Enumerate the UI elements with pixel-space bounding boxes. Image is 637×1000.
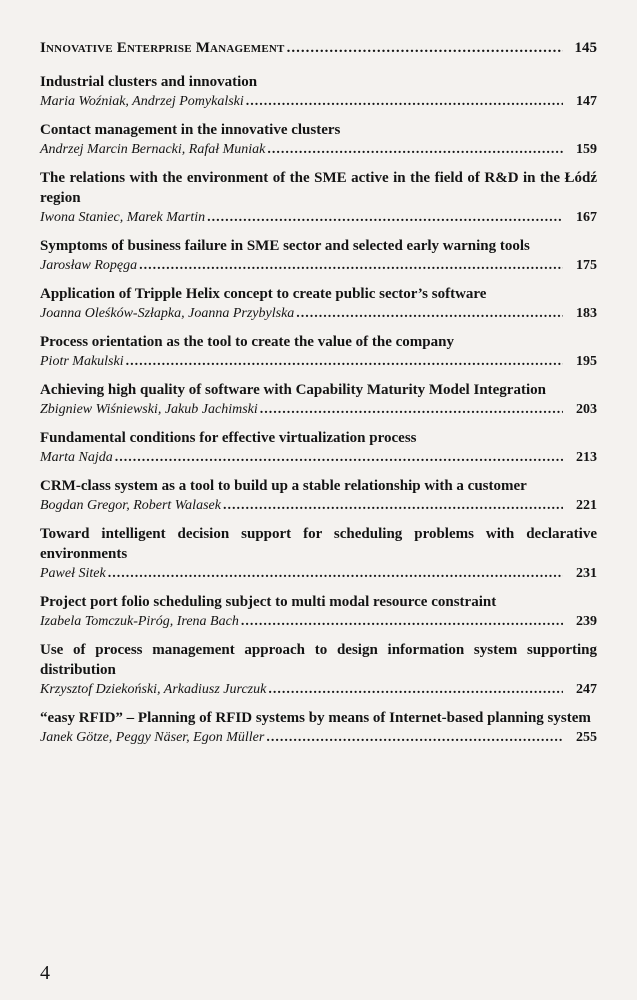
toc-entry [40, 72, 597, 111]
toc-entry [40, 236, 597, 275]
entry-title: Fundamental conditions for effective virtualization process [40, 430, 417, 446]
entry-author-row [40, 728, 597, 747]
entry-authors: Joanna Oleśków-Szłapka, Joanna Przybylska [40, 306, 295, 321]
entry-authors: Piotr Makulski [40, 354, 124, 369]
entry-page-number: 195 [576, 354, 597, 369]
dot-leader [246, 92, 563, 111]
entry-authors: Janek Götze, Peggy Näser, Egon Müller [40, 730, 265, 745]
dot-leader [296, 304, 563, 323]
entry-author-row [40, 564, 597, 583]
entry-authors: Krzysztof Dziekoński, Arkadiusz Jurczuk [40, 682, 267, 697]
entry-page-number: 167 [576, 210, 597, 225]
entry-title: Contact management in the innovative clusters [40, 122, 341, 138]
entry-title: Achieving high quality of software with Capability Maturity Model Integration [40, 382, 546, 398]
toc-entry [40, 380, 597, 419]
entry-author-row [40, 92, 597, 111]
entry-page-number: 175 [576, 258, 597, 273]
entry-page-number: 213 [576, 450, 597, 465]
dot-leader [108, 564, 563, 583]
entry-title: Project port folio scheduling subject to multi modal resource constraint [40, 594, 497, 610]
entry-title: Use of process management approach to design information system supporting distribution [40, 642, 597, 678]
dot-leader [266, 728, 563, 747]
dot-leader [139, 256, 563, 275]
toc-entry [40, 592, 597, 631]
entry-title: The relations with the environment of the SME active in the field of R&D in the Łódź region [40, 170, 597, 206]
toc-entry [40, 708, 597, 747]
entry-page-number: 183 [576, 306, 597, 321]
entry-author-row [40, 208, 597, 227]
toc-entries [40, 72, 597, 747]
dot-leader [207, 208, 563, 227]
entry-title: CRM-class system as a tool to build up a stable relationship with a customer [40, 478, 527, 494]
dot-leader [267, 140, 563, 159]
toc-entry [40, 284, 597, 323]
entry-author-row [40, 612, 597, 631]
dot-leader [115, 448, 563, 467]
entry-title: Industrial clusters and innovation [40, 74, 258, 90]
entry-author-row [40, 680, 597, 699]
section-title: Innovative Enterprise Management [40, 40, 285, 56]
dot-leader [223, 496, 563, 515]
entry-page-number: 231 [576, 566, 597, 581]
entry-page-number: 255 [576, 730, 597, 745]
dot-leader [287, 40, 563, 57]
entry-authors: Maria Woźniak, Andrzej Pomykalski [40, 94, 244, 109]
entry-title: Symptoms of business failure in SME sector and selected early warning tools [40, 238, 530, 254]
dot-leader [268, 680, 563, 699]
section-heading [40, 40, 597, 66]
entry-author-row [40, 352, 597, 371]
entry-author-row [40, 448, 597, 467]
section-page-number: 145 [574, 40, 597, 56]
table-of-contents [40, 40, 597, 756]
dot-leader [126, 352, 563, 371]
entry-author-row [40, 496, 597, 515]
entry-page-number: 203 [576, 402, 597, 417]
entry-authors: Andrzej Marcin Bernacki, Rafał Muniak [40, 142, 266, 157]
entry-author-row [40, 304, 597, 323]
entry-title: Process orientation as the tool to create the value of the company [40, 334, 454, 350]
toc-entry [40, 476, 597, 515]
entry-author-row [40, 256, 597, 275]
entry-title: Application of Tripple Helix concept to create public sector’s software [40, 286, 487, 302]
entry-author-row [40, 140, 597, 159]
entry-authors: Zbigniew Wiśniewski, Jakub Jachimski [40, 402, 258, 417]
toc-entry [40, 332, 597, 371]
entry-page-number: 239 [576, 614, 597, 629]
toc-entry [40, 524, 597, 583]
toc-entry [40, 168, 597, 227]
page-number: 4 [40, 962, 50, 984]
entry-title: Toward intelligent decision support for scheduling problems with declarative environments [40, 526, 597, 562]
entry-authors: Marta Najda [40, 450, 113, 465]
entry-authors: Iwona Staniec, Marek Martin [40, 210, 206, 225]
entry-authors: Izabela Tomczuk-Piróg, Irena Bach [40, 614, 239, 629]
entry-page-number: 147 [576, 94, 597, 109]
entry-page-number: 159 [576, 142, 597, 157]
toc-entry [40, 640, 597, 699]
toc-entry [40, 428, 597, 467]
dot-leader [260, 400, 563, 419]
entry-authors: Paweł Sitek [40, 566, 106, 581]
entry-author-row [40, 400, 597, 419]
entry-page-number: 221 [576, 498, 597, 513]
entry-title: “easy RFID” – Planning of RFID systems by means of Internet-based planning system [40, 710, 591, 726]
toc-entry [40, 120, 597, 159]
entry-authors: Bogdan Gregor, Robert Walasek [40, 498, 221, 513]
dot-leader [241, 612, 563, 631]
entry-authors: Jarosław Ropęga [40, 258, 138, 273]
entry-page-number: 247 [576, 682, 597, 697]
